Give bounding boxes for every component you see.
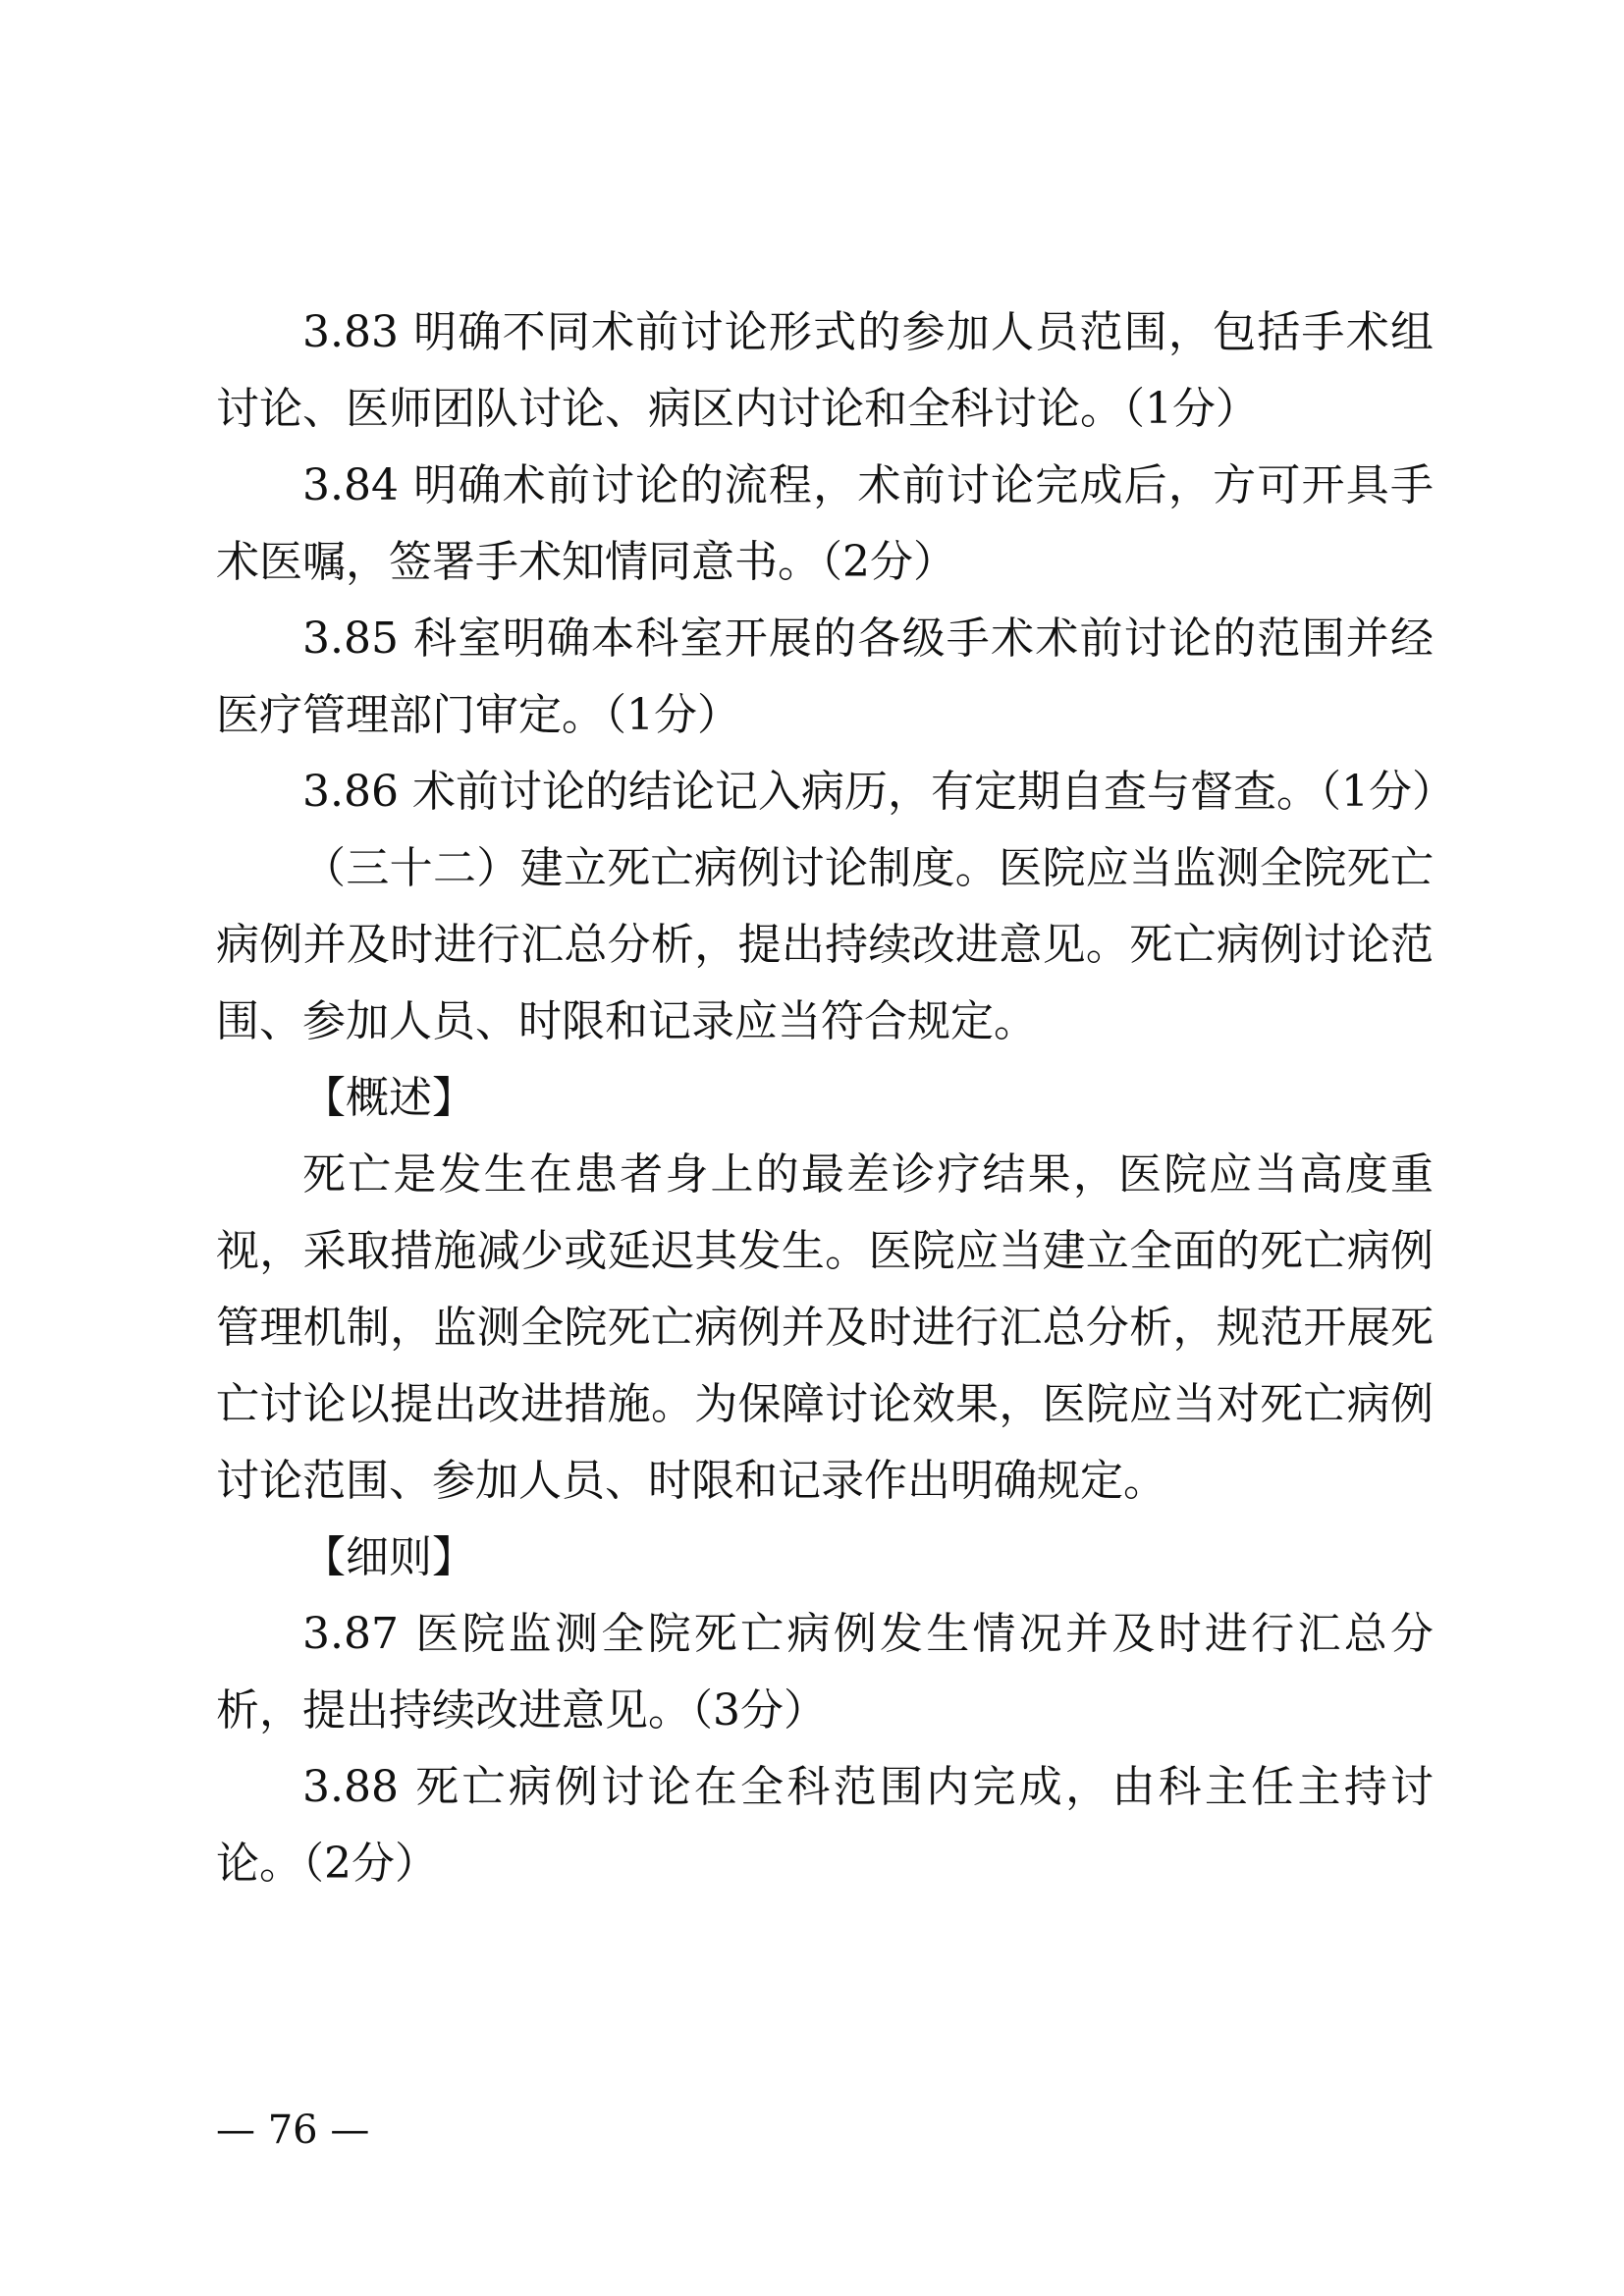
- item-3-85: 3.85 科室明确本科室开展的各级手术术前讨论的范围并经医疗管理部门审定。（1分）: [216, 614, 1434, 740]
- item-3-87: 3.87 医院监测全院死亡病例发生情况并及时进行汇总分析，提出持续改进意见。（3分）: [216, 1609, 1434, 1735]
- item-3-83: 3.83 明确不同术前讨论形式的参加人员范围，包括手术组讨论、医师团队讨论、病区内讨论和全科讨论。（1分）: [216, 307, 1434, 434]
- overview-text: 死亡是发生在患者身上的最差诊疗结果，医院应当高度重视，采取措施减少或延迟其发生。医院应当建立全面的死亡病例管理机制，监测全院死亡病例并及时进行汇总分析，规范开展死亡讨论以提出改进措施。为保障讨论效果，医院应当对死亡病例讨论范围、参加人员、时限和记录作出明确规定。: [216, 1149, 1434, 1506]
- item-3-88: 3.88 死亡病例讨论在全科范围内完成，由科主任主持讨论。（2分）: [216, 1762, 1434, 1889]
- item-3-84: 3.84 明确术前讨论的流程，术前讨论完成后，方可开具手术医嘱，签署手术知情同意书。（2分）: [216, 460, 1434, 587]
- page-number: — 76 —: [216, 2108, 370, 2153]
- details-heading: 【细则】: [302, 1532, 475, 1582]
- document-body: [216, 294, 1455, 1902]
- item-3-86: 3.86 术前讨论的结论记入病历，有定期自查与督查。（1分）: [302, 767, 1455, 817]
- overview-heading: 【概述】: [302, 1073, 475, 1123]
- section-32-statement: （三十二）建立死亡病例讨论制度。医院应当监测全院死亡病例并及时进行汇总分析，提出持续改进意见。死亡病例讨论范围、参加人员、时限和记录应当符合规定。: [216, 843, 1434, 1046]
